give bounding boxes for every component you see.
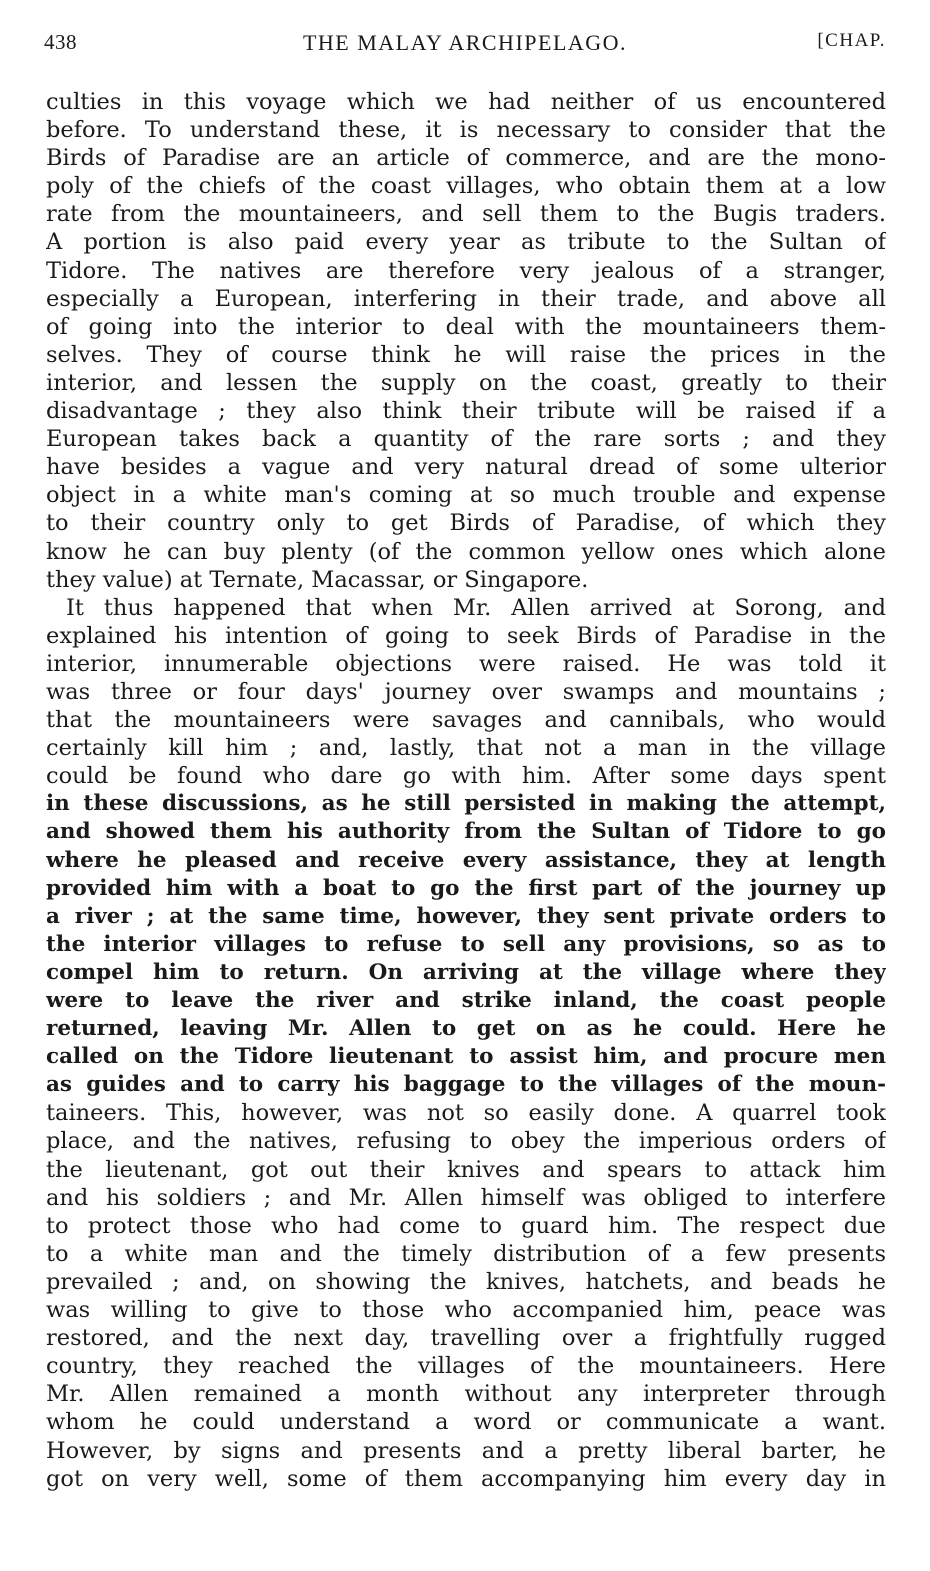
text-line: prevailed ; and, on showing the knives, hatchets, and beads he <box>46 1268 886 1295</box>
text-line: provided him with a boat to go the first part of the journey up <box>46 875 886 901</box>
text-line: have besides a vague and very natural dread of some ulterior <box>46 454 886 481</box>
text-line: culties in this voyage which we had neither of us encountered <box>46 89 886 115</box>
text-line: especially a European, interfering in their trade, and above all <box>46 285 886 312</box>
running-title: THE MALAY ARCHIPELAGO. <box>302 30 628 55</box>
text-line: compel him to return. On arriving at the village where they <box>46 959 886 985</box>
text-line: was three or four days' journey over swamps and mountains ; <box>46 678 886 705</box>
text-line: to protect those who had come to guard him. The respect due <box>46 1212 886 1239</box>
text-line: and his soldiers ; and Mr. Allen himself was obliged to interfere <box>46 1184 886 1211</box>
text-line: However, by signs and presents and a pretty liberal barter, he <box>46 1437 886 1464</box>
text-line: place, and the natives, refusing to obey the imperious orders of <box>46 1128 886 1155</box>
text-line: Tidore. The natives are therefore very jealous of a stranger, <box>46 257 886 284</box>
text-line: could be found who dare go with him. After some days spent <box>46 763 886 790</box>
text-line: returned, leaving Mr. Allen to get on as he could. Here he <box>46 1016 886 1042</box>
text-line: disadvantage ; they also think their tribute will be raised if a <box>46 398 886 425</box>
text-line: were to leave the river and strike inland, the coast people <box>46 988 886 1013</box>
text-line: the interior villages to refuse to sell any provisions, so as to <box>46 931 886 957</box>
text-line: selves. They of course think he will raise the prices in the <box>46 341 886 368</box>
text-line: was willing to give to those who accompanied him, peace was <box>46 1297 886 1324</box>
text-line: got on very well, some of them accompanying him every day in <box>46 1465 886 1492</box>
text-line: object in a white man's coming at so much trouble and expense <box>46 482 886 509</box>
text-line: called on the Tidore lieutenant to assist him, and procure men <box>46 1044 886 1070</box>
text-line: of going into the interior to deal with the mountaineers them- <box>46 313 886 340</box>
page-header <box>44 30 886 60</box>
text-line: Mr. Allen remained a month without any interpreter through <box>46 1381 886 1408</box>
text-line: to their country only to get Birds of Paradise, of which they <box>46 510 886 537</box>
text-line: certainly kill him ; and, lastly, that not a man in the village <box>46 735 886 762</box>
text-line: country, they reached the villages of the mountaineers. Here <box>46 1353 886 1380</box>
text-line: rate from the mountaineers, and sell them to the Bugis traders. <box>46 201 886 228</box>
text-line: in these discussions, as he still persisted in making the attempt, <box>46 791 886 817</box>
chapter-mark: [CHAP. <box>817 30 886 51</box>
body-text <box>46 88 886 1493</box>
text-line: interior, innumerable objections were raised. He was told it <box>46 650 886 677</box>
text-line: the lieutenant, got out their knives and spears to attack him <box>46 1156 886 1183</box>
paragraph-end-line: they value) at Ternate, Macassar, or Singapore. <box>46 566 589 593</box>
text-line: whom he could understand a word or communicate a want. <box>46 1409 886 1436</box>
text-line: poly of the chiefs of the coast villages, who obtain them at a low <box>46 173 886 200</box>
text-line: that the mountaineers were savages and cannibals, who would <box>46 707 886 734</box>
text-line: know he can buy plenty (of the common yellow ones which alone <box>46 538 886 565</box>
text-line: interior, and lessen the supply on the coast, greatly to their <box>46 369 886 396</box>
page-number: 438 <box>44 30 77 54</box>
text-line: Birds of Paradise are an article of commerce, and are the mono- <box>46 145 886 172</box>
text-line: and showed them his authority from the Sultan of Tidore to go <box>46 819 886 845</box>
text-line: taineers. This, however, was not so easily done. A quarrel took <box>46 1100 886 1127</box>
text-line: A portion is also paid every year as tribute to the Sultan of <box>46 229 886 256</box>
text-line: a river ; at the same time, however, they sent private orders to <box>46 903 886 929</box>
text-line: European takes back a quantity of the rare sorts ; and they <box>46 426 886 453</box>
text-line: restored, and the next day, travelling over a frightfully rugged <box>46 1325 886 1352</box>
text-line: to a white man and the timely distribution of a few presents <box>46 1240 886 1267</box>
text-line: where he pleased and receive every assistance, they at length <box>46 847 886 873</box>
text-line: explained his intention of going to seek Birds of Paradise in the <box>46 622 886 649</box>
text-line: before. To understand these, it is necessary to consider that the <box>46 117 886 144</box>
paragraph-start-line: It thus happened that when Mr. Allen arrived at Sorong, and <box>66 594 886 621</box>
text-line: as guides and to carry his baggage to the villages of the moun- <box>46 1072 886 1098</box>
